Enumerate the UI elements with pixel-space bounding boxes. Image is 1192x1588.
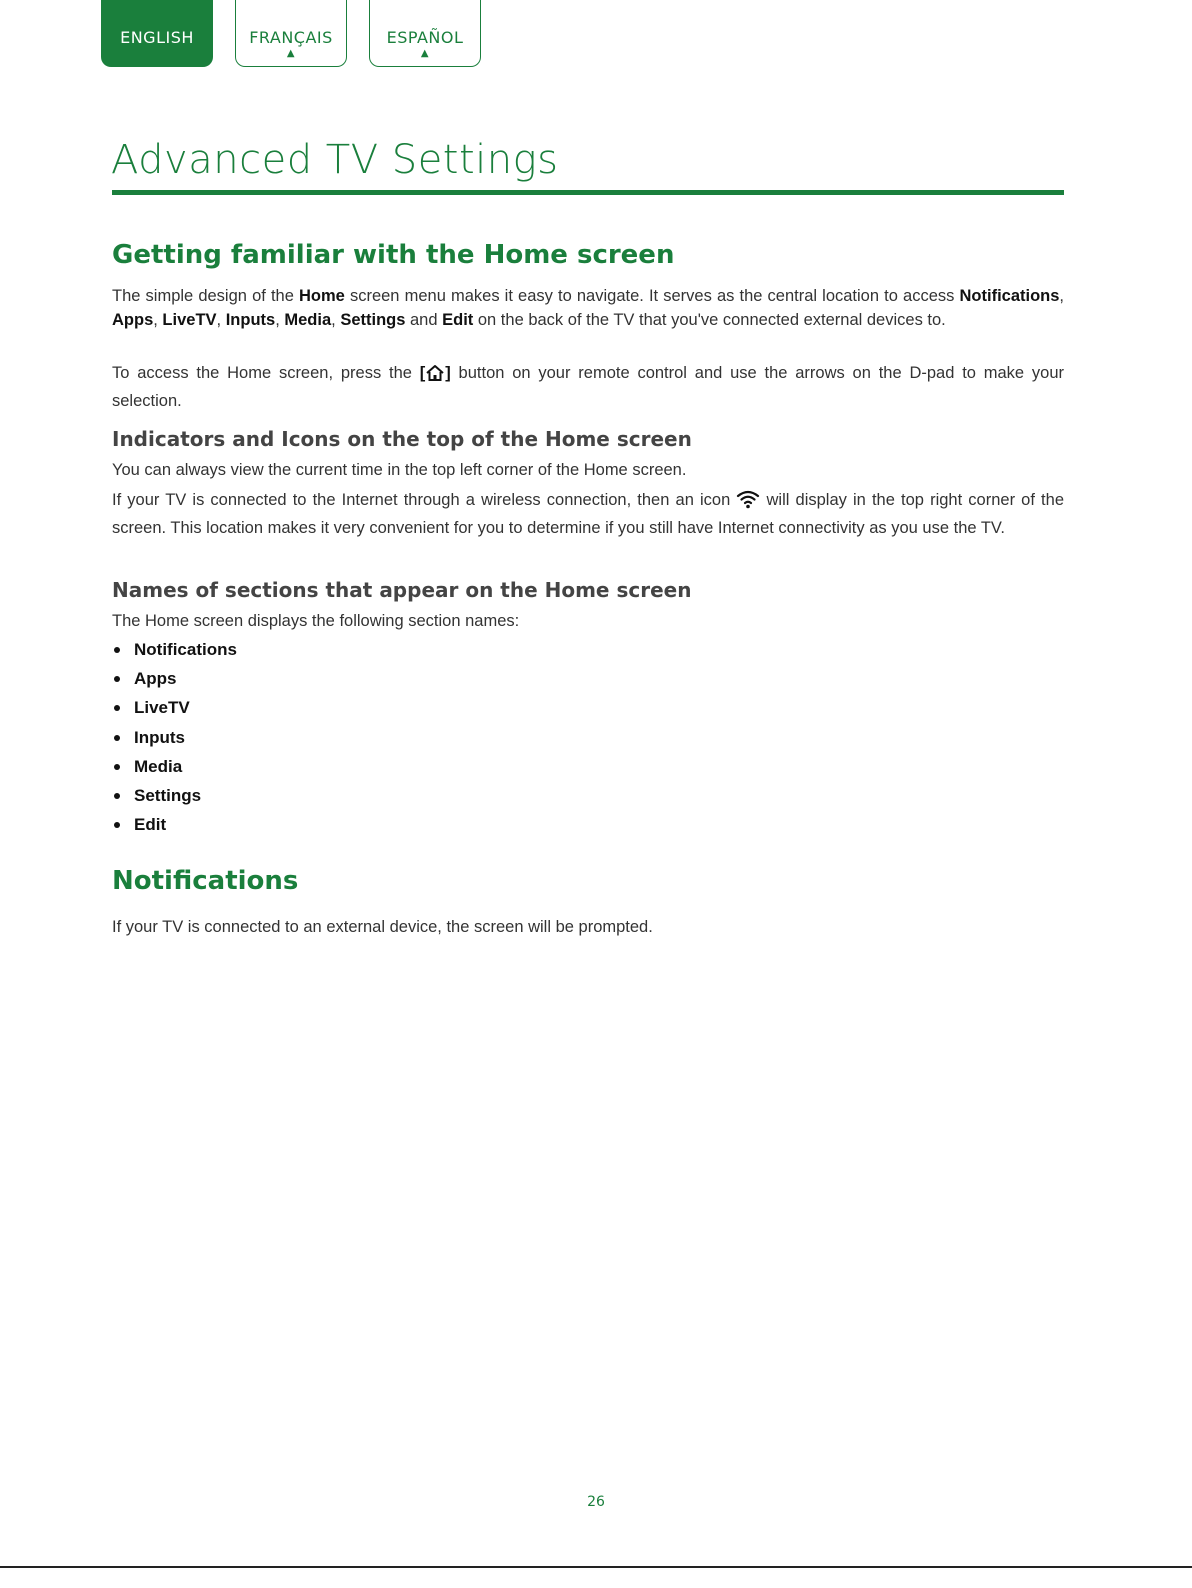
list-item: Media — [112, 755, 237, 784]
paragraph-section-names-intro: The Home screen displays the following section names: — [112, 612, 520, 630]
page-bottom-border — [0, 1566, 1192, 1568]
subheading-section-names: Names of sections that appear on the Home screen — [112, 578, 692, 602]
paragraph-current-time: You can always view the current time in the top left corner of the Home screen. — [112, 461, 687, 479]
title-divider — [112, 190, 1064, 195]
paragraph-notifications: If your TV is connected to an external device, the screen will be prompted. — [112, 918, 653, 936]
paragraph-home-access: To access the Home screen, press the [ ] button on your remote control and use the arrows on the D-pad to make your selection. — [112, 364, 1065, 410]
list-item: Inputs — [112, 726, 237, 755]
tab-english[interactable] — [101, 0, 213, 67]
subheading-indicators-icons: Indicators and Icons on the top of the Home screen — [112, 427, 692, 451]
list-item: Apps — [112, 667, 237, 696]
page-title: Advanced TV Settings — [111, 137, 559, 183]
arrow-up-icon: ▲ — [420, 48, 430, 59]
page-number: 26 — [587, 1494, 605, 1510]
tab-francais-label: FRANÇAIS — [249, 28, 333, 47]
paragraph-wifi-indicator: If your TV is connected to the Internet through a wireless connection, then an icon will display in the top right corner of the screen. This location makes it very convenient for you to determine if you still have Internet connectivity as you use the TV. — [112, 491, 1064, 537]
home-icon — [425, 364, 445, 390]
wifi-icon — [736, 489, 760, 517]
list-item: Edit — [112, 813, 237, 842]
list-item: Notifications — [112, 638, 237, 667]
section-heading-home-screen: Getting familiar with the Home screen — [112, 240, 675, 270]
section-names-list — [112, 638, 237, 842]
list-item: LiveTV — [112, 696, 237, 725]
list-item: Settings — [112, 784, 237, 813]
tab-espanol[interactable] — [369, 0, 481, 67]
tab-espanol-label: ESPAÑOL — [386, 28, 464, 47]
tab-francais[interactable] — [235, 0, 347, 67]
section-heading-notifications: Notifications — [112, 866, 299, 896]
tab-english-label: ENGLISH — [120, 28, 194, 47]
arrow-up-icon: ▲ — [286, 48, 296, 59]
paragraph-home-intro: The simple design of the Home screen menu makes it easy to navigate. It serves as the central location to access Notifications, Apps, LiveTV, Inputs, Media, Settings and Edit on the back of the TV that you've connected external devices to. — [112, 287, 1065, 329]
